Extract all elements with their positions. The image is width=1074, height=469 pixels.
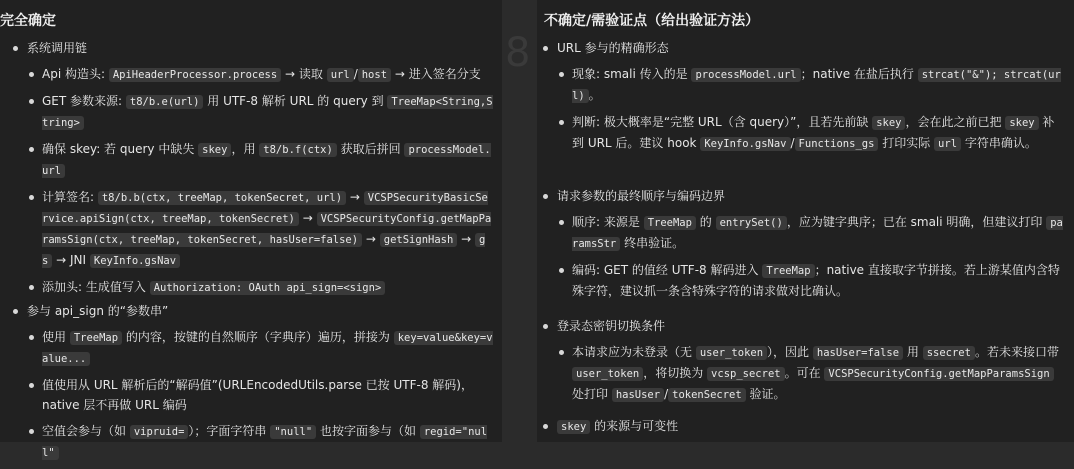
bullet-item (13, 64, 498, 85)
text-run: 。 (588, 88, 601, 102)
text-run: 确保 skey: 若 query 中缺失 (42, 142, 199, 156)
text-run: 顺序: 来源是 (572, 215, 644, 229)
text-run: / (790, 136, 795, 150)
inline-code: TreeMap (762, 264, 814, 278)
section-heading (13, 38, 498, 58)
bullet-list (13, 64, 498, 298)
bullet-item (13, 277, 498, 298)
inline-code: "null" (270, 425, 316, 439)
text-run: 。若未来接口带 (974, 345, 1059, 359)
inline-code: entrySet() (716, 216, 787, 230)
inline-code: ApiHeaderProcessor.process (109, 68, 281, 82)
text-run: 本请求应为未登录（无 (572, 345, 696, 359)
text-run: 空值会参与（如 (42, 424, 130, 438)
inline-code: processModel.url (691, 68, 800, 82)
section-label: 系统调用链 (27, 41, 88, 55)
inline-code: t8/b.b(ctx, treeMap, tokenSecret, url) (98, 191, 346, 205)
section-list (13, 301, 498, 469)
text-run: 值使用从 URL 解析后的“解码值”(URLEncodedUtils.parse 已按 UTF-8 解码)，native 层不再做 URL 编码 (42, 378, 473, 412)
inline-code: ssecret (923, 346, 975, 360)
section-heading (543, 416, 1070, 437)
section-label: 请求参数的最终顺序与编码边界 (557, 189, 726, 203)
text-run: Api 构造头: (42, 67, 109, 81)
inline-code: VCSPSecurityConfig.getMapParamsSign (824, 367, 1053, 381)
text-run: 。可在 (784, 366, 825, 380)
inline-code: skey (872, 116, 905, 130)
inline-code: t8/b.e(url) (126, 95, 204, 109)
inline-code: vcsp_secret (707, 367, 785, 381)
text-run: 用 UTF-8 解析 URL 的 query 到 (203, 94, 388, 108)
inline-code: user_token (696, 346, 767, 360)
right-panel-title: 不确定/需验证点（给出验证方法） (544, 13, 760, 29)
text-run: 编码: GET 的值经 UTF-8 解码进入 (572, 263, 763, 277)
section-label: 参与 api_sign 的“参数串” (27, 304, 169, 318)
inline-code: url (327, 68, 354, 82)
text-run: ），因此 (767, 345, 813, 359)
section-list (543, 316, 1070, 411)
bullet-item (543, 64, 1070, 106)
inline-code: Functions_gs (795, 137, 879, 151)
inline-code: processModel.url (42, 144, 491, 177)
bullet-item (13, 91, 498, 133)
inline-code: TreeMap<String,String> (42, 96, 493, 129)
section-list (13, 38, 498, 304)
text-run: → (298, 211, 317, 225)
text-run: / (664, 387, 669, 401)
inline-code: paramsStr (572, 217, 1063, 250)
text-run: → (346, 190, 364, 204)
bullet-list (543, 212, 1070, 301)
text-run: → JNI (52, 253, 90, 267)
inline-code: skey (198, 143, 231, 157)
text-run: → (362, 232, 380, 246)
inline-code: TreeMap (644, 216, 696, 230)
text-run: 计算签名: (42, 190, 98, 204)
right-answer-panel (537, 0, 1074, 442)
inline-code: KeyInfo.gsNav (90, 254, 180, 268)
inline-code: tokenSecret (668, 388, 746, 402)
text-run: 也按字面参与（如 (316, 424, 420, 438)
text-run: 现象: smali 传入的是 (572, 67, 692, 81)
text-run: 验证。 (745, 387, 786, 401)
text-run: 处打印 (572, 387, 612, 401)
text-run: 终串验证。 (620, 236, 685, 250)
left-answer-panel (0, 0, 502, 459)
bullet-item (13, 187, 498, 271)
text-run: ，会在此之前已把 (905, 115, 1006, 129)
inline-code: user_token (572, 367, 643, 381)
text-run: 添加头: 生成值写入 (42, 280, 150, 294)
inline-code: hasUser=false (813, 346, 903, 360)
bullet-item (543, 342, 1070, 405)
inline-code: Authorization: OAuth api_sign=<sign> (150, 281, 386, 295)
bullet-item (13, 139, 498, 181)
inline-code: strcat("&"); strcat(url) (572, 69, 1061, 102)
bullet-item (13, 421, 498, 463)
text-run: → 进入签名分支 (391, 67, 481, 81)
text-run: 判断: 极大概率是“完整 URL（含 query）”，且若先前缺 (572, 115, 873, 129)
bullet-item (543, 260, 1070, 301)
text-run: 的内容，按键的自然顺序（字典序）遍历，拼接为 (122, 330, 394, 344)
inline-code: skey (1005, 116, 1038, 130)
text-run: GET 参数来源: (42, 94, 126, 108)
bullet-list (543, 342, 1070, 405)
text-run: 的 (695, 215, 716, 229)
text-run: 获取后拼回 (336, 142, 405, 156)
bullet-item (13, 327, 498, 369)
text-run: ，用 (231, 142, 260, 156)
section-heading (543, 186, 1070, 206)
inline-code: VCSPSecurityBasicService.apiSign(ctx, treeMap, tokenSecret) (42, 192, 488, 225)
inline-code: host (358, 68, 391, 82)
section-heading (543, 316, 1070, 336)
text-run: ；native 直接取字节拼接。若上游某值内含特殊字符，建议抓一条含特殊字符的请求做对比确认。 (572, 263, 1060, 298)
bullet-item (543, 212, 1070, 254)
inline-code: KeyInfo.gsNav (700, 137, 790, 151)
text-run: ；native 在盐后执行 (800, 67, 918, 81)
inline-code: regid="null" (42, 426, 488, 459)
inline-code: key=value&key=value... (42, 332, 493, 365)
section-heading (543, 38, 1070, 58)
text-run: 打印实际 (878, 136, 935, 150)
section-list (543, 416, 1070, 437)
inline-code: gs (42, 234, 486, 267)
inline-code: url (934, 137, 961, 151)
text-run: → 读取 (281, 67, 327, 81)
text-run: / (353, 67, 358, 81)
inline-code: t8/b.f(ctx) (259, 143, 337, 157)
bullet-list (13, 327, 498, 463)
inline-code: vipruid= (130, 425, 189, 439)
text-run: 的来源与可变性 (590, 419, 679, 433)
background-watermark: 8 (505, 30, 531, 76)
text-run: ，将切换为 (643, 366, 708, 380)
section-label: 登录态密钥切换条件 (557, 319, 666, 333)
text-run: 用 (903, 345, 923, 359)
text-run: → (457, 232, 475, 246)
text-run: 字符串确认。 (961, 136, 1037, 150)
section-heading (13, 301, 498, 321)
text-run: 使用 (42, 330, 70, 344)
text-run: ）；字面字符串 (188, 424, 271, 438)
inline-code: VCSPSecurityConfig.getMapParamsSign(ctx, treeMap, tokenSecret, hasUser=false) (42, 213, 492, 246)
text-run: ，应为键字典序；已在 smali 明确，但建议打印 (786, 215, 1047, 229)
section-list (543, 38, 1070, 160)
text-run: 补到 URL 后。建议 hook (572, 115, 1055, 150)
left-panel-title: 完全确定 (0, 13, 56, 29)
bullet-item (13, 375, 498, 415)
inline-code: TreeMap (70, 331, 122, 345)
bullet-item (543, 112, 1070, 154)
inline-code: hasUser (612, 388, 664, 402)
bullet-list (543, 64, 1070, 154)
inline-code: skey (557, 420, 590, 434)
section-list (543, 186, 1070, 307)
inline-code: getSignHash (380, 233, 458, 247)
section-label: URL 参与的精确形态 (557, 41, 669, 55)
